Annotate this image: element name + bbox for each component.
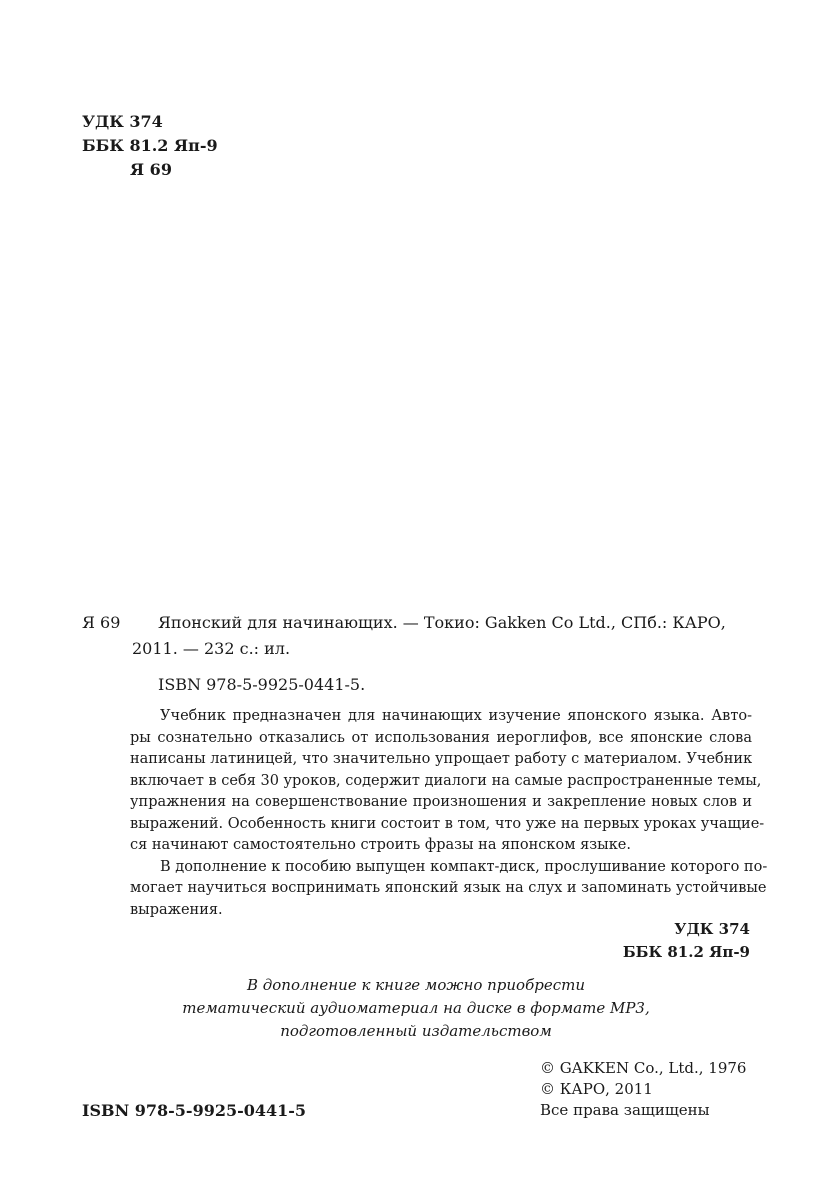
note-line: тематический аудиоматериал на диске в формате МР3, xyxy=(182,999,650,1017)
note-line: подготовленный издательством xyxy=(280,1022,552,1040)
annotation-line: написаны латиницей, что значительно упрощает работу с материалом. Учебник xyxy=(130,751,753,767)
rights-reserved: Все права защищены xyxy=(540,1101,710,1119)
udk-code-right: УДК 374 xyxy=(674,920,750,938)
bbk-code-right: ББК 81.2 Яп-9 xyxy=(622,943,750,961)
annotation-line: Учебник предназначен для начинающих изучение японского языка. Авто- xyxy=(160,708,752,724)
annotation-line: выражений. Особенность книги состоит в том, что уже на первых уроках учащие- xyxy=(130,815,765,832)
annotation-line: В дополнение к пособию выпущен компакт-диск, прослушивание которого по- xyxy=(160,858,768,875)
record-line-2: 2011. — 232 с.: ил. xyxy=(132,639,291,658)
top-classification-block xyxy=(82,110,218,182)
bbk-code: ББК 81.2 Яп-9 xyxy=(82,136,218,155)
annotation-line: ся начинают самостоятельно строить фразы на японском языке. xyxy=(130,837,631,853)
isbn-bottom: ISBN 978-5-9925-0441-5 xyxy=(82,1101,307,1120)
note-line: В дополнение к книге можно приобрести xyxy=(246,976,586,994)
right-classification-block xyxy=(623,918,750,964)
audio-note xyxy=(130,974,702,1043)
bibliographic-record xyxy=(82,610,752,698)
annotation-line: упражнения на совершенствование произношения и закрепление новых слов и xyxy=(130,794,752,810)
record-code: Я 69 xyxy=(82,613,121,632)
annotation-line: ры сознательно отказались от использования иероглифов, все японские слова xyxy=(130,729,752,746)
copyright-block xyxy=(540,1058,746,1121)
record-isbn: ISBN 978-5-9925-0441-5. xyxy=(158,675,366,694)
annotation-line: могает научиться воспринимать японский язык на слух и запоминать устойчивые xyxy=(130,880,767,896)
annotation-paragraphs xyxy=(130,706,768,921)
copyright-karo: © КАРО, 2011 xyxy=(540,1080,653,1098)
udk-code: УДК 374 xyxy=(82,112,163,131)
author-mark: Я 69 xyxy=(130,160,172,179)
annotation-line: включает в себя 30 уроков, содержит диалоги на самые распространенные темы, xyxy=(130,772,762,789)
copyright-gakken: © GAKKEN Co., Ltd., 1976 xyxy=(540,1059,747,1077)
record-line-1: Японский для начинающих. — Токио: Gakken Co Ltd., СПб.: КАРО, xyxy=(158,613,726,632)
annotation-line: выражения. xyxy=(130,901,223,918)
